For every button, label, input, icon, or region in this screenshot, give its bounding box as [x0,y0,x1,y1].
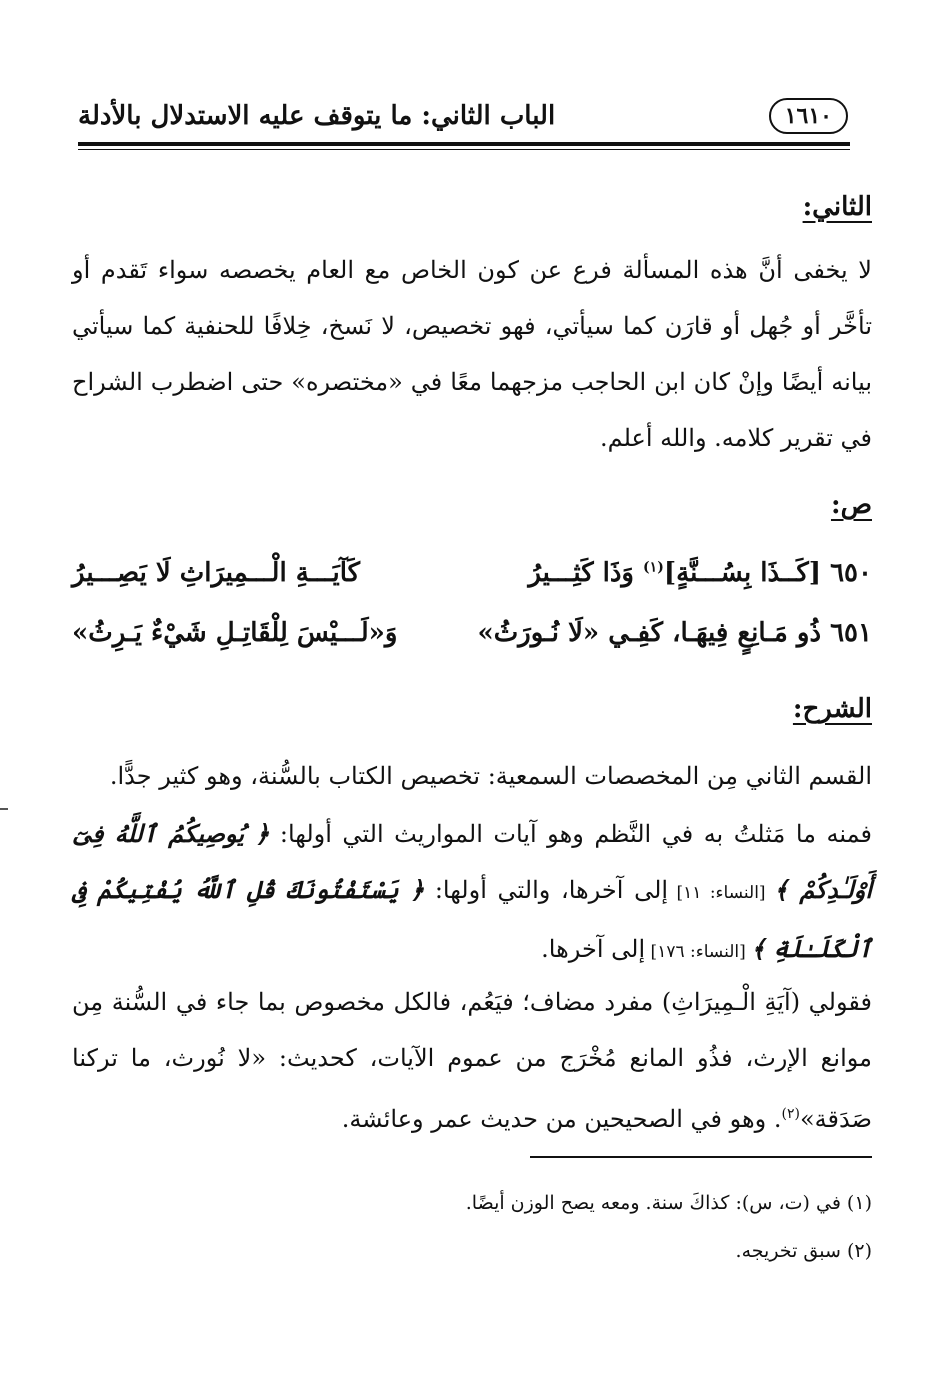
footnote-separator [530,1156,872,1158]
verse-second-hemistich: وَ«لَـــيْسَ لِلْقَاتِـلِ شَيْءٌ يَـرِثُ» [72,618,398,648]
text-run: إلى آخرها، والتي أولها: [424,876,669,904]
verse-text: ٦٥٠ [كَــذَا بِسُـــنَّةٍ] [663,558,872,588]
quran-verse-nisa-176: ﴿ يَسْتَفْتُونَكَ قُلِ ٱللَّهُ يُفْتِيكُمْ فِى ٱلْكَلَـٰلَةِ ﴾ [72,875,872,963]
verse-text-tail: وَذَا كَثِـــيرُ [528,558,644,588]
header-rule [78,142,850,146]
running-header [78,96,848,136]
verse-first-hemistich [528,558,872,588]
text-run: إلى آخرها. [541,935,646,963]
text-run: . وهو في الصحيحين من حديث عمر وعائشة. [341,1105,782,1133]
paragraph-second: لا يخفى أنَّ هذه المسألة فرع عن كون الخاص مع العام يخصصه سواء تَقدم أو تأخَّر أو جُهل أو قارَن كما سيأتي، فهو تخصيص، لا نَسخ، خِلافًا للحنفية كما سيأتي بيانه أيضًا وإنْ كان ابن الحاجب مزجهما معًا في «مختصره» حتى اضطرب الشراح في تقرير كلامه. والله أعلم. [72,256,872,452]
text-run: فقولي (آيَةِ الْـمِيرَاثِ) مفرد مضاف؛ فيَعُم، فالكل مخصوص بما جاء في السُّنة مِن موانع الإرث، فذُو المانع مُخْرَج من عموم الآيات، كحديث: «لا نُورث، ما تركنا صَدَقة» [72,988,872,1133]
text-run: فمنه ما مَثلتُ به في النَّظم وهو آيات المواريث التي أولها: [269,820,872,848]
footnote-marker: (٢) [781,1106,800,1122]
section-heading-second: الثاني: [802,192,872,222]
text-heading: ص: [830,490,872,520]
header-rule-thin [78,149,850,150]
commentary-paragraph-1: القسم الثاني مِن المخصصات السمعية: تخصيص الكتاب بالسُّنة، وهو كثير جدًّا. [109,762,872,790]
commentary-paragraph-3 [72,974,872,1147]
footnote-2: (٢) سبق تخريجه. [735,1240,872,1262]
margin-mark [0,808,8,810]
footnote-marker: (١) [643,559,664,576]
footnote-1: (١) في (ت، س): كذاكَ سنة. ومعه يصح الوزن أيضًا. [465,1192,872,1214]
quran-reference: [النساء: ١١] [668,883,774,903]
verse-651 [72,608,872,658]
quran-verse-nisa-11: ﴿ يُوصِيكُمُ ٱللَّهُ فِىٓ أَوْلَـٰدِكُمْ ﴾ [72,819,873,904]
verse-650 [72,548,872,598]
page-number: ١٦١٠ [769,98,848,134]
commentary-paragraph-2 [72,806,872,980]
quran-reference: [النساء: ١٧٦] [645,942,752,962]
verse-second-hemistich: كَآيَـــةِ الْـــمِيرَاثِ لَا يَصِـــيرُ [72,558,361,588]
verse-first-hemistich: ٦٥١ ذُو مَـانِعٍ فِيهَـا، كَفِـي «لَا نُـورَثُ» [477,618,872,648]
chapter-title: الباب الثاني: ما يتوقف عليه الاستدلال بالأدلة [78,101,556,131]
commentary-heading: الشرح: [792,694,872,724]
